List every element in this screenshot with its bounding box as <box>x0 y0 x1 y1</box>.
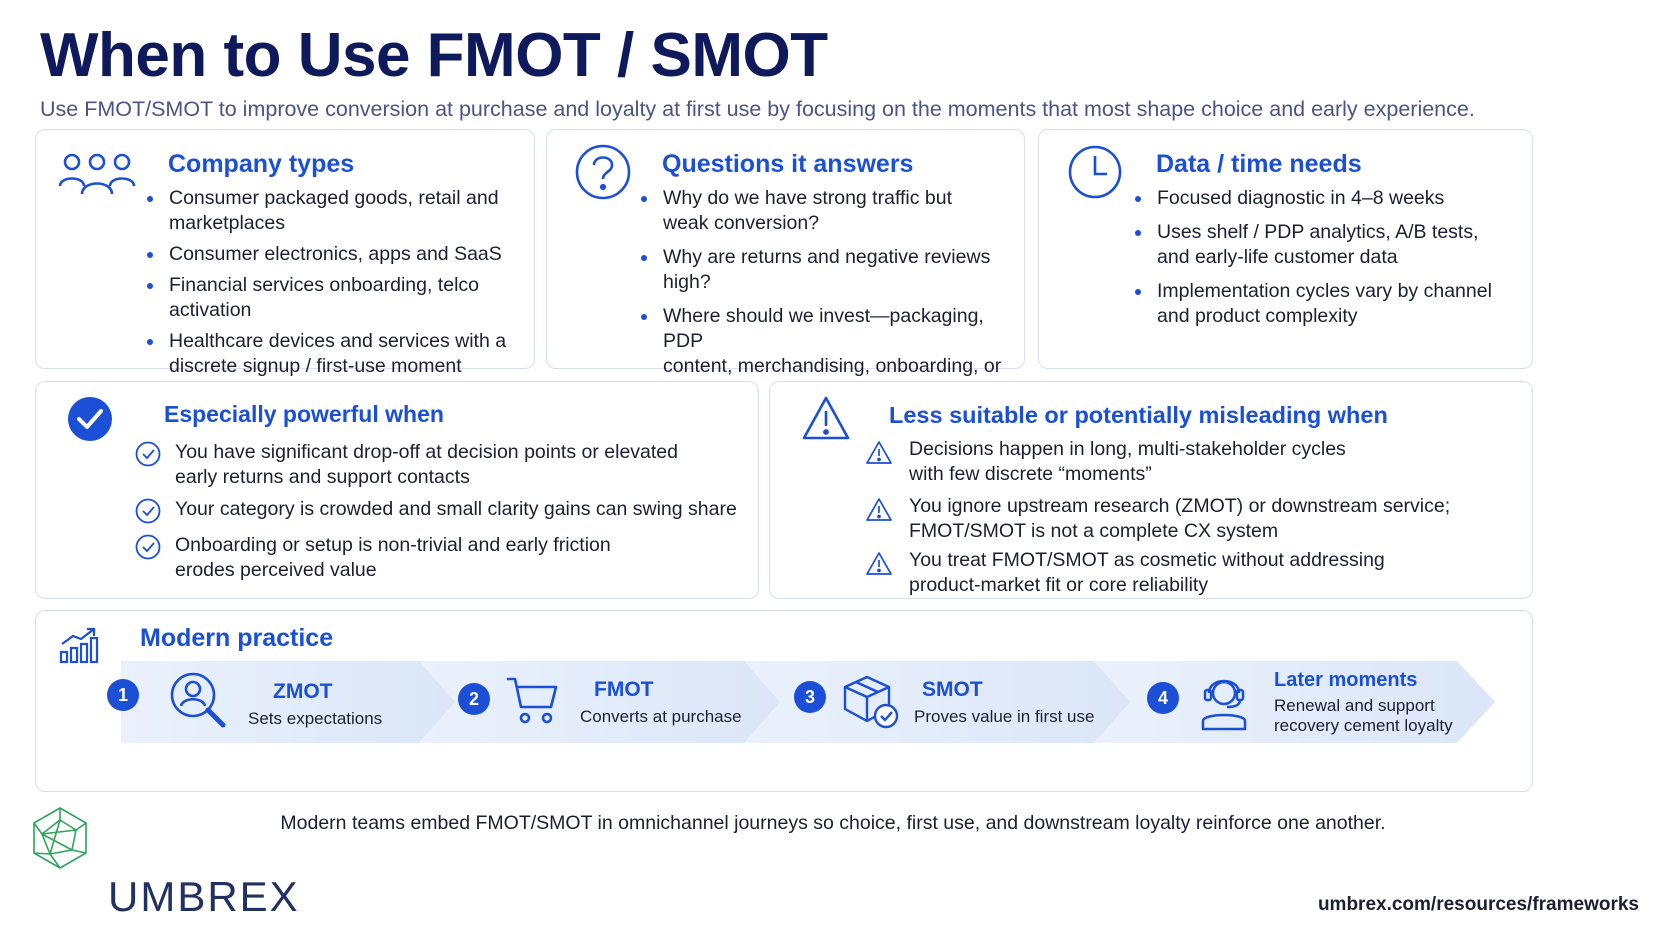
list-item: and product complexity <box>1157 305 1358 327</box>
question-icon <box>574 143 632 201</box>
users-icon <box>58 150 136 196</box>
warning-icon <box>801 395 851 441</box>
check-icon <box>135 534 161 560</box>
less-suitable-title: Less suitable or potentially misleading when <box>889 402 1388 428</box>
list-item: Your category is crowded and small clarity gains can swing share <box>135 497 737 522</box>
questions-list <box>641 186 1024 404</box>
step-desc: recovery cement loyalty <box>1274 716 1453 735</box>
list-item: You have significant drop-off at decision points or elevated <box>135 440 737 465</box>
search-person-icon <box>169 671 227 729</box>
clock-icon <box>1067 144 1123 200</box>
powerful-card <box>35 381 759 599</box>
list-item: Consumer electronics, apps and SaaS <box>147 242 534 267</box>
step-desc: Renewal and support <box>1274 696 1435 715</box>
list-item: Consumer packaged goods, retail and <box>147 186 534 211</box>
step-title: ZMOT <box>273 680 333 703</box>
umbrex-logo-icon <box>28 806 92 870</box>
powerful-title: Especially powerful when <box>164 401 444 427</box>
company-types-list <box>147 186 534 379</box>
list-item: marketplaces <box>169 212 285 234</box>
footer-url[interactable]: umbrex.com/resources/frameworks <box>1317 894 1639 915</box>
list-item: You ignore upstream research (ZMOT) or downstream service; <box>865 494 1450 519</box>
list-item: Decisions happen in long, multi-stakeholder cycles <box>865 437 1450 462</box>
list-item: You treat FMOT/SMOT as cosmetic without addressing <box>865 548 1450 573</box>
list-item: and early-life customer data <box>1157 246 1398 268</box>
headset-icon <box>1199 671 1249 731</box>
list-item: weak conversion? <box>663 212 820 234</box>
list-item: product-market fit or core reliability <box>909 574 1209 596</box>
step-title: FMOT <box>594 678 654 701</box>
step-desc: Converts at purchase <box>580 707 742 726</box>
company-types-card <box>35 129 535 377</box>
company-types-title: Company types <box>168 150 355 178</box>
data-needs-card <box>1038 129 1533 369</box>
list-item: FMOT/SMOT is not a complete CX system <box>909 520 1279 542</box>
modern-practice-note: Modern teams embed FMOT/SMOT in omnichannel journeys so choice, first use, and downstream loyalty reinforce one another. <box>280 812 1386 834</box>
step-number: 4 <box>1147 682 1179 714</box>
brand-name: UMBREX <box>108 873 300 920</box>
step-number: 3 <box>794 681 826 713</box>
cart-icon <box>505 675 559 727</box>
powerful-list <box>135 440 737 583</box>
list-item: discrete signup / first-use moment <box>169 355 462 377</box>
list-item: erodes perceived value <box>175 559 377 581</box>
data-needs-title: Data / time needs <box>1156 150 1362 178</box>
check-circle-icon <box>67 396 113 442</box>
step-title: Later moments <box>1274 669 1418 691</box>
list-item: Why do we have strong traffic but <box>641 186 1024 211</box>
list-item: Why are returns and negative reviews high? <box>641 245 1024 295</box>
check-icon <box>135 441 161 467</box>
list-item: content, merchandising, onboarding, or <box>663 355 1002 377</box>
less-suitable-card <box>769 381 1533 599</box>
list-item: Focused diagnostic in 4–8 weeks <box>1135 186 1492 211</box>
check-icon <box>135 498 161 524</box>
list-item: Implementation cycles vary by channel <box>1135 279 1492 304</box>
page-subtitle: Use FMOT/SMOT to improve conversion at purchase and loyalty at first use by focusing on the moments that most shape choice and early experience. <box>40 97 1475 121</box>
list-item: Financial services onboarding, telco activation <box>147 273 534 323</box>
step-desc: Sets expectations <box>248 709 383 728</box>
list-item: Where should we invest—packaging, PDP <box>641 304 1024 354</box>
modern-practice-title: Modern practice <box>140 624 334 652</box>
modern-practice-card <box>35 610 1533 792</box>
list-item: Onboarding or setup is non-trivial and early friction <box>135 533 737 558</box>
page-title: When to Use FMOT / SMOT <box>40 21 828 90</box>
step-number: 1 <box>107 679 139 711</box>
list-item: with few discrete “moments” <box>909 463 1152 485</box>
list-item: Uses shelf / PDP analytics, A/B tests, <box>1135 220 1492 245</box>
less-suitable-list <box>865 437 1450 598</box>
box-check-icon <box>841 673 901 731</box>
list-item: Healthcare devices and services with a <box>147 329 534 354</box>
list-item: early returns and support contacts <box>175 466 470 488</box>
data-needs-list <box>1135 186 1492 329</box>
growth-chart-icon <box>59 626 99 664</box>
questions-title: Questions it answers <box>662 150 914 178</box>
step-desc: Proves value in first use <box>914 707 1095 726</box>
questions-card <box>546 129 1025 377</box>
step-title: SMOT <box>922 678 983 701</box>
step-number: 2 <box>458 683 490 715</box>
